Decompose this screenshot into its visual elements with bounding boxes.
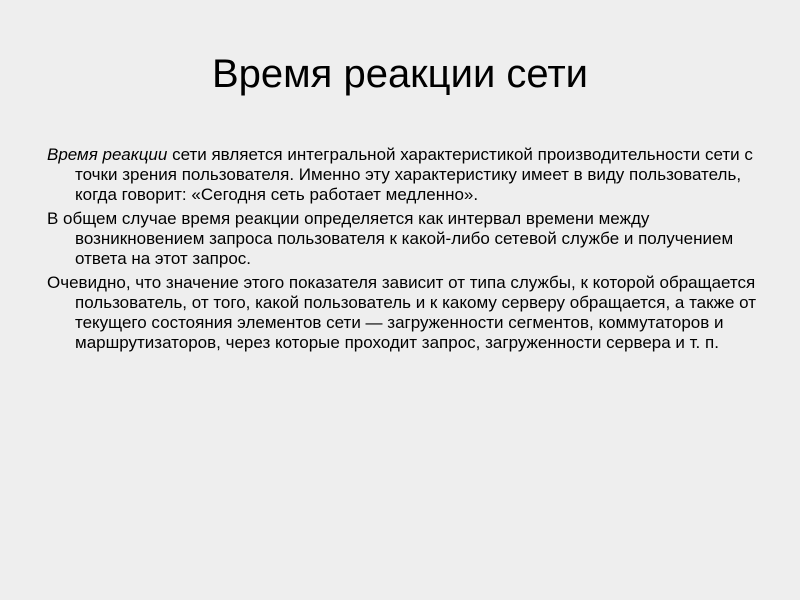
italic-term: Время реакции [47,145,168,164]
slide-body [47,145,767,357]
paragraph-text: сети является интегральной характеристикой производительности сети с точки зрения пользователя. Именно эту характеристику имеет в виду пользователь, когда говорит: «Сегодня сеть работает медленно». [75,145,753,204]
paragraph-definition [47,145,767,205]
slide-title: Время реакции сети [212,52,588,96]
paragraph-dependence: Очевидно, что значение этого показателя зависит от типа службы, к которой обращается пользователь, от того, какой пользователь и к какому серверу обращается, а также от текущего состояния элементов сети — загруженности сегментов, коммутаторов и маршрутизаторов, через которые проходит запрос, загруженности сервера и т. п. [47,273,756,352]
paragraph-interval: В общем случае время реакции определяется как интервал времени между возникновением запроса пользователя к какой-либо сетевой службе и получением ответа на этот запрос. [47,209,734,268]
